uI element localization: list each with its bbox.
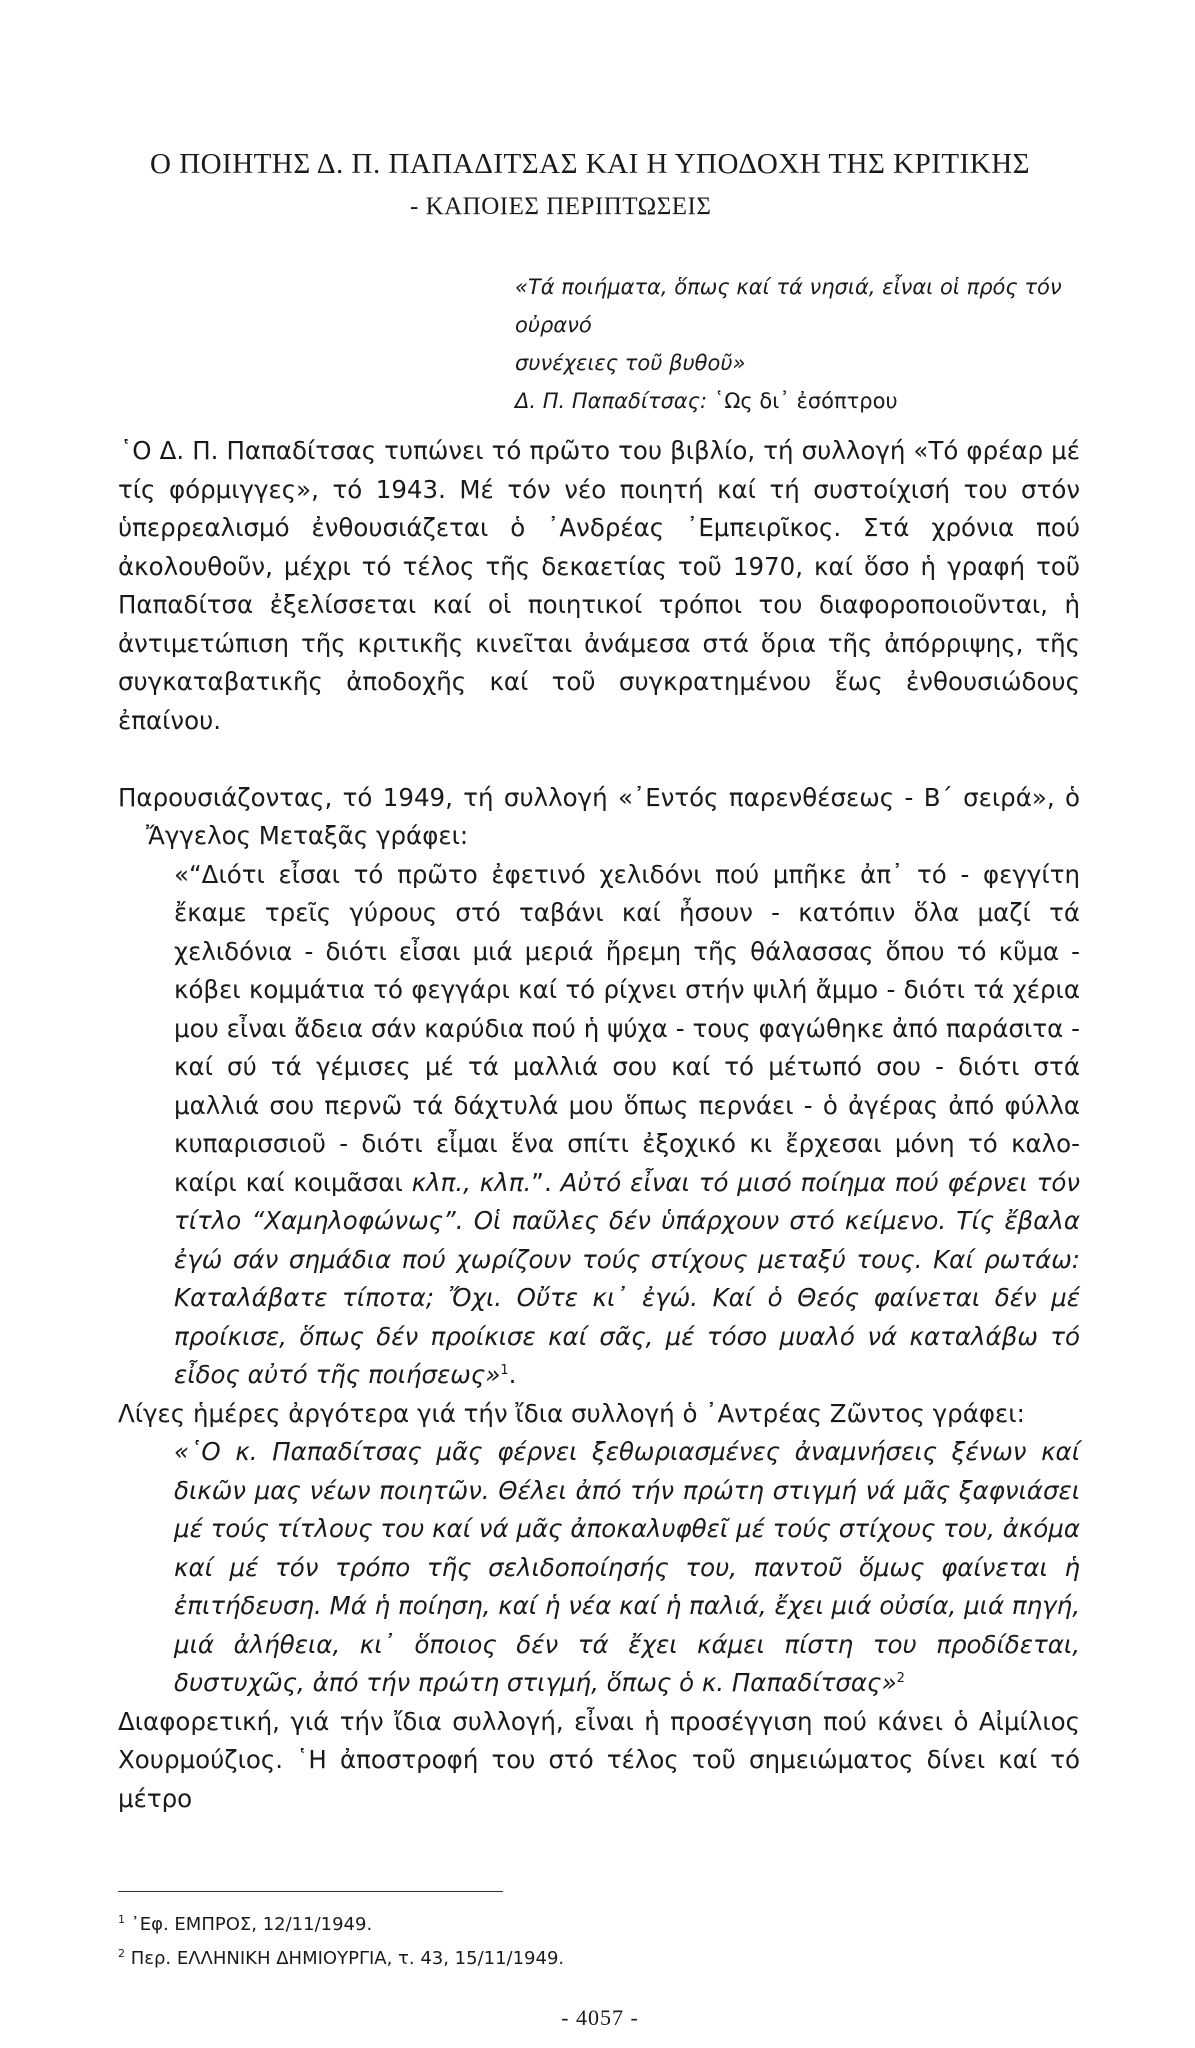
quote-end: . (508, 1360, 517, 1389)
footnote (118, 1908, 1018, 1942)
quotation-zontos (174, 1433, 1080, 1703)
quote-commentary: Αὐτό εἶναι τό μισό ποίημα πού φέρνει τόν τίτλο “Χαμηλοφώνως”. Οἱ παῦλες δέν ὑπάρχουν στό κείμενο. Τίς ἔβαλα ἐγώ σάν σημάδια πού χωρίζουν τούς στίχους μεταξύ τους. Καί ρωτάω: Καταλάβατε τίποτα; Ὄχι. Οὔτε κι᾿ ἐγώ. Καί ὁ Θεός φαίνεται δέν μέ προίκισε, ὅπως δέν προίκισε καί σᾶς, μέ τόσο μυαλό νά καταλάβω τό εἶδος αὐτό τῆς ποιήσεως» (174, 1167, 1080, 1389)
footnote-mark: 1 (118, 1913, 125, 1926)
footnote-divider (118, 1891, 503, 1892)
quotation-metaxas (174, 856, 1080, 1395)
paragraph (90, 1395, 1080, 1434)
footnote (118, 1942, 1018, 1976)
paragraph-text: Λίγες ἡμέρες ἀργότερα γιά τήν ἴδια συλλογή ὁ ᾿Αντρέας Ζῶντος γράφει: (118, 1398, 1025, 1428)
page-title: Ο ΠΟΙΗΤΗΣ Δ. Π. ΠΑΠΑΔΙΤΣΑΣ ΚΑΙ Η ΥΠΟΔΟΧΗ ΤΗΣ ΚΡΙΤΙΚΗΣ (150, 148, 1031, 180)
paragraph: ῾Ο Δ. Π. Παπαδίτσας τυπώνει τό πρῶτο του βιβλίο, τή συλλογή «Τό φρέαρ μέ τίς φόρμιγγες», τό 1943. Μέ τόν νέο ποιητή καί τή συστοίχισή του στόν ὑπερρεαλισμό ἐνθουσιάζεται ὁ ᾿Ανδρέας ᾿Εμπειρῖκος. Στά χρόνια πού ἀκολουθοῦν, μέχρι τό τέλος τῆς δεκαετίας τοῦ 1970, καί ὅσο ἡ γραφή τοῦ Παπαδίτσα ἐξελίσσεται καί οἱ ποιητικοί τρόποι του διαφοροποιοῦνται, ἡ ἀντιμετώπιση τῆς κριτικῆς κινεῖται ἀνάμεσα στά ὅρια τῆς ἀπόρριψης, τῆς συγκαταβατικῆς ἀποδοχῆς καί τοῦ συγκρατημένου ἕως ἐνθουσιώδους ἐπαίνου. (118, 436, 1080, 735)
quote-close: ”. (531, 1167, 552, 1197)
footnote-ref: 1 (500, 1362, 509, 1378)
epigraph-author: Δ. Π. Παπαδίτσας: (515, 389, 708, 413)
epigraph (515, 268, 1075, 420)
page-subtitle: - ΚΑΠΟΙΕΣ ΠΕΡΙΠΤΩΣΕΙΣ (410, 193, 712, 220)
paragraph (90, 740, 1080, 856)
paragraph: Διαφορετική, γιά τήν ἴδια συλλογή, εἶναι ἡ προσέγγιση πού κάνει ὁ Αἰμίλιος Χουρμούζιος. ῾Η ἀποστροφή του στό τέλος τοῦ σημειώματος δίνει καί τό μέτρο (118, 1706, 1080, 1813)
footnote-ref: 2 (896, 1670, 905, 1686)
epigraph-line: «Τά ποιήματα, ὅπως καί τά νησιά, εἶναι οἱ πρός τόν οὐρανό (515, 275, 1062, 337)
epigraph-source (515, 382, 1075, 420)
footnote-text: Περ. ΕΛΛΗΝΙΚΗ ΔΗΜΙΟΥΡΓΙΑ, τ. 43, 15/11/1949. (130, 1948, 565, 1969)
footnotes (118, 1908, 1018, 1976)
epigraph-line: συνέχειες τοῦ βυθοῦ» (515, 351, 746, 375)
footnote-text: ᾿Εφ. ΕΜΠΡΟΣ, 12/11/1949. (130, 1914, 373, 1935)
quote-text: «“Διότι εἶσαι τό πρῶτο ἐφετινό χελιδόνι πού μπῆκε ἀπ᾿ τό - φεγγίτη ἔκαμε τρεῖς γύρους στό ταβάνι καί ἦσουν - κατόπιν ὅλα μαζί τά χελιδόνια - διότι εἶσαι μιά μεριά ἤρεμη τῆς θάλασσας ὅπου τό κῦμα - κόβει κομμάτια τό φεγγάρι καί τό ρίχνει στήν ψιλή ἄμμο - διότι τά χέρια μου εἶναι ἄδεια σάν καρύδια πού ἡ ψύχα - τους φαγώθηκε ἀπό παράσιτα - καί σύ τά γέμισες μέ τά μαλλιά σου καί τό μέτωπό σου - διότι στά μαλλιά σου περνῶ τά δάχτυλά μου ὅπως περνάει - ὁ ἀγέρας ἀπό φύλλα κυπαρισσιοῦ - διότι εἶμαι ἕνα σπίτι ἐξοχικό κι ἔρχεσαι μόνη τό καλο-καίρι καί κοιμᾶσαι (174, 859, 1080, 1197)
body-text (118, 432, 1080, 1818)
page-number: - 4057 - (561, 2005, 639, 2030)
quote-etc: κλπ., κλπ. (411, 1167, 532, 1197)
paragraph-text: Παρουσιάζοντας, τό 1949, τή συλλογή «᾿Εντός παρενθέσεως - Β΄ σειρά», ὁ Ἄγγελος Μεταξᾶς γράφει: (118, 782, 1080, 850)
quote-text: «῾Ο κ. Παπαδίτσας μᾶς φέρνει ξεθωριασμένες ἀναμνήσεις ξένων καί δικῶν μας νέων ποιητῶν. Θέλει ἀπό τήν πρώτη στιγμή νά μᾶς ξαφνιάσει μέ τούς τίτλους του καί νά μᾶς ἀποκαλυφθεῖ μέ τούς στίχους του, ἀκόμα καί μέ τόν τρόπο τῆς σελιδοποίησής του, παντοῦ ὅμως φαίνεται ἡ ἐπιτήδευση. Μά ἡ ποίηση, καί ἡ νέα καί ἡ παλιά, ἔχει μιά οὐσία, μιά πηγή, μιά ἀλήθεια, κι᾿ ὅποιος δέν τά ἔχει κάμει πίστη του προδίδεται, δυστυχῶς, ἀπό τήν πρώτη στιγμή, ὅπως ὁ κ. Παπαδίτσας» (174, 1437, 1080, 1697)
footnote-mark: 2 (118, 1947, 125, 1960)
epigraph-work: ῾Ως δι᾿ ἐσόπτρου (713, 389, 898, 413)
